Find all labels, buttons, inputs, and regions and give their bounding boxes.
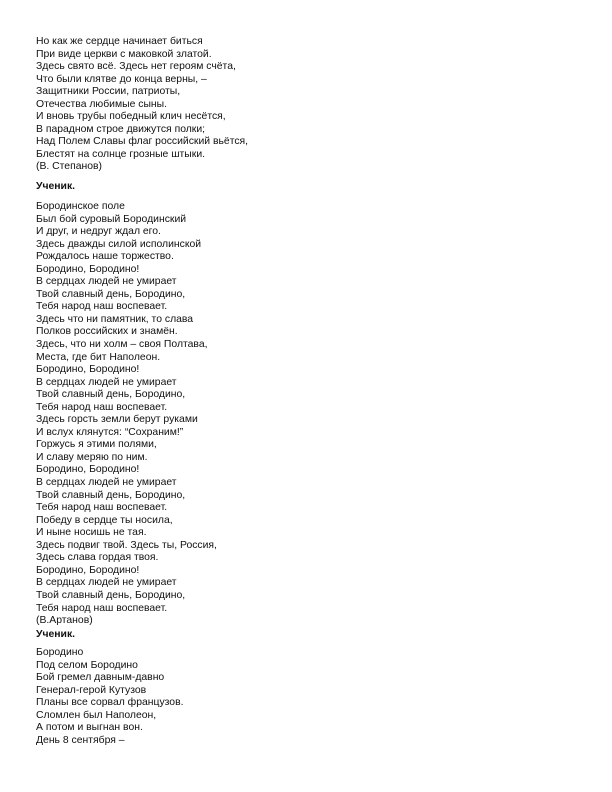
poem-line: День 8 сентября –	[36, 734, 125, 746]
poem-title: Бородино	[36, 647, 84, 658]
poem-line: Бой гремел давным-давно	[36, 672, 165, 684]
poem-line: Что были клятве до конца верны, –	[36, 73, 207, 85]
poem-line: Здесь горсть земли берут руками	[36, 414, 198, 426]
poem-author: (В.Артанов)	[36, 615, 93, 627]
poem-line: И друг, и недруг ждал его.	[36, 226, 161, 238]
poem-line: Блестят на солнце грозные штыки.	[36, 148, 206, 160]
poem-line: Генерал-герой Кутузов	[36, 684, 147, 696]
poem-line: В сердцах людей не умирает	[36, 477, 177, 489]
poem-line: И вновь трубы победный клич несётся,	[36, 111, 226, 123]
poem-line: Места, где бит Наполеон.	[36, 351, 161, 363]
poem-line: Здесь что ни памятник, то слава	[36, 313, 194, 325]
poem-line: Здесь дважды силой исполинской	[36, 238, 202, 250]
poem-author: (В. Степанов)	[36, 161, 102, 173]
poem-line: Рождалось наше торжество.	[36, 251, 174, 263]
poem-line: Бородино, Бородино!	[36, 564, 140, 576]
poem-line: Тебя народ наш воспевает.	[36, 602, 168, 614]
section-heading: Ученик.	[36, 629, 76, 640]
poem-line: Бородино, Бородино!	[36, 464, 140, 476]
section-heading: Ученик.	[36, 181, 76, 192]
poem-borodino	[36, 647, 184, 747]
poem-title: Бородинское поле	[36, 201, 125, 212]
poem-line: И ныне носишь не тая.	[36, 527, 147, 539]
poem-line: Под селом Бородино	[36, 659, 138, 671]
poem-line: Здесь слава гордая твоя.	[36, 552, 159, 564]
poem-line: Бородино, Бородино!	[36, 263, 140, 275]
poem-line: Тебя народ наш воспевает.	[36, 401, 168, 413]
poem-line: В сердцах людей не умирает	[36, 577, 177, 589]
poem-line: В сердцах людей не умирает	[36, 376, 177, 388]
poem-line: Твой славный день, Бородино,	[36, 389, 186, 401]
poem-line: Победу в сердце ты носила,	[36, 514, 173, 526]
poem-line: Над Полем Славы флаг российский вьётся,	[36, 136, 249, 148]
poem-line: Отечества любимые сыны.	[36, 98, 168, 110]
poem-line: А потом и выгнан вон.	[36, 722, 143, 734]
poem-line: При виде церкви с маковкой златой.	[36, 48, 212, 60]
poem-line: Но как же сердце начинает биться	[36, 36, 203, 47]
poem-line: Был бой суровый Бородинский	[36, 213, 187, 225]
poem-line: В парадном строе движутся полки;	[36, 123, 206, 135]
poem-line: Полков российских и знамён.	[36, 326, 178, 338]
poem-line: Тебя народ наш воспевает.	[36, 301, 168, 313]
poem-line: Здесь подвиг твой. Здесь ты, Россия,	[36, 539, 217, 551]
poem-line: Бородино, Бородино!	[36, 364, 140, 376]
poem-line: Твой славный день, Бородино,	[36, 589, 186, 601]
poem-line: И вслух клянутся: “Сохраним!”	[36, 426, 184, 438]
poem-line: Планы все сорвал французов.	[36, 697, 184, 709]
poem-artanov	[36, 201, 217, 628]
poem-line: Горжусь я этими полями,	[36, 439, 157, 451]
poem-stepanov	[36, 36, 248, 174]
poem-line: Сломлен был Наполеон,	[36, 709, 157, 721]
poem-line: В сердцах людей не умирает	[36, 276, 177, 288]
poem-line: Здесь, что ни холм – своя Полтава,	[36, 339, 208, 351]
poem-line: Защитники России, патриоты,	[36, 86, 181, 98]
poem-line: Твой славный день, Бородино,	[36, 489, 186, 501]
poem-line: Здесь свято всё. Здесь нет героям счёта,	[36, 61, 236, 73]
poem-line: Тебя народ наш воспевает.	[36, 502, 168, 514]
poem-line: И славу меряю по ним.	[36, 451, 148, 463]
poem-line: Твой славный день, Бородино,	[36, 288, 186, 300]
